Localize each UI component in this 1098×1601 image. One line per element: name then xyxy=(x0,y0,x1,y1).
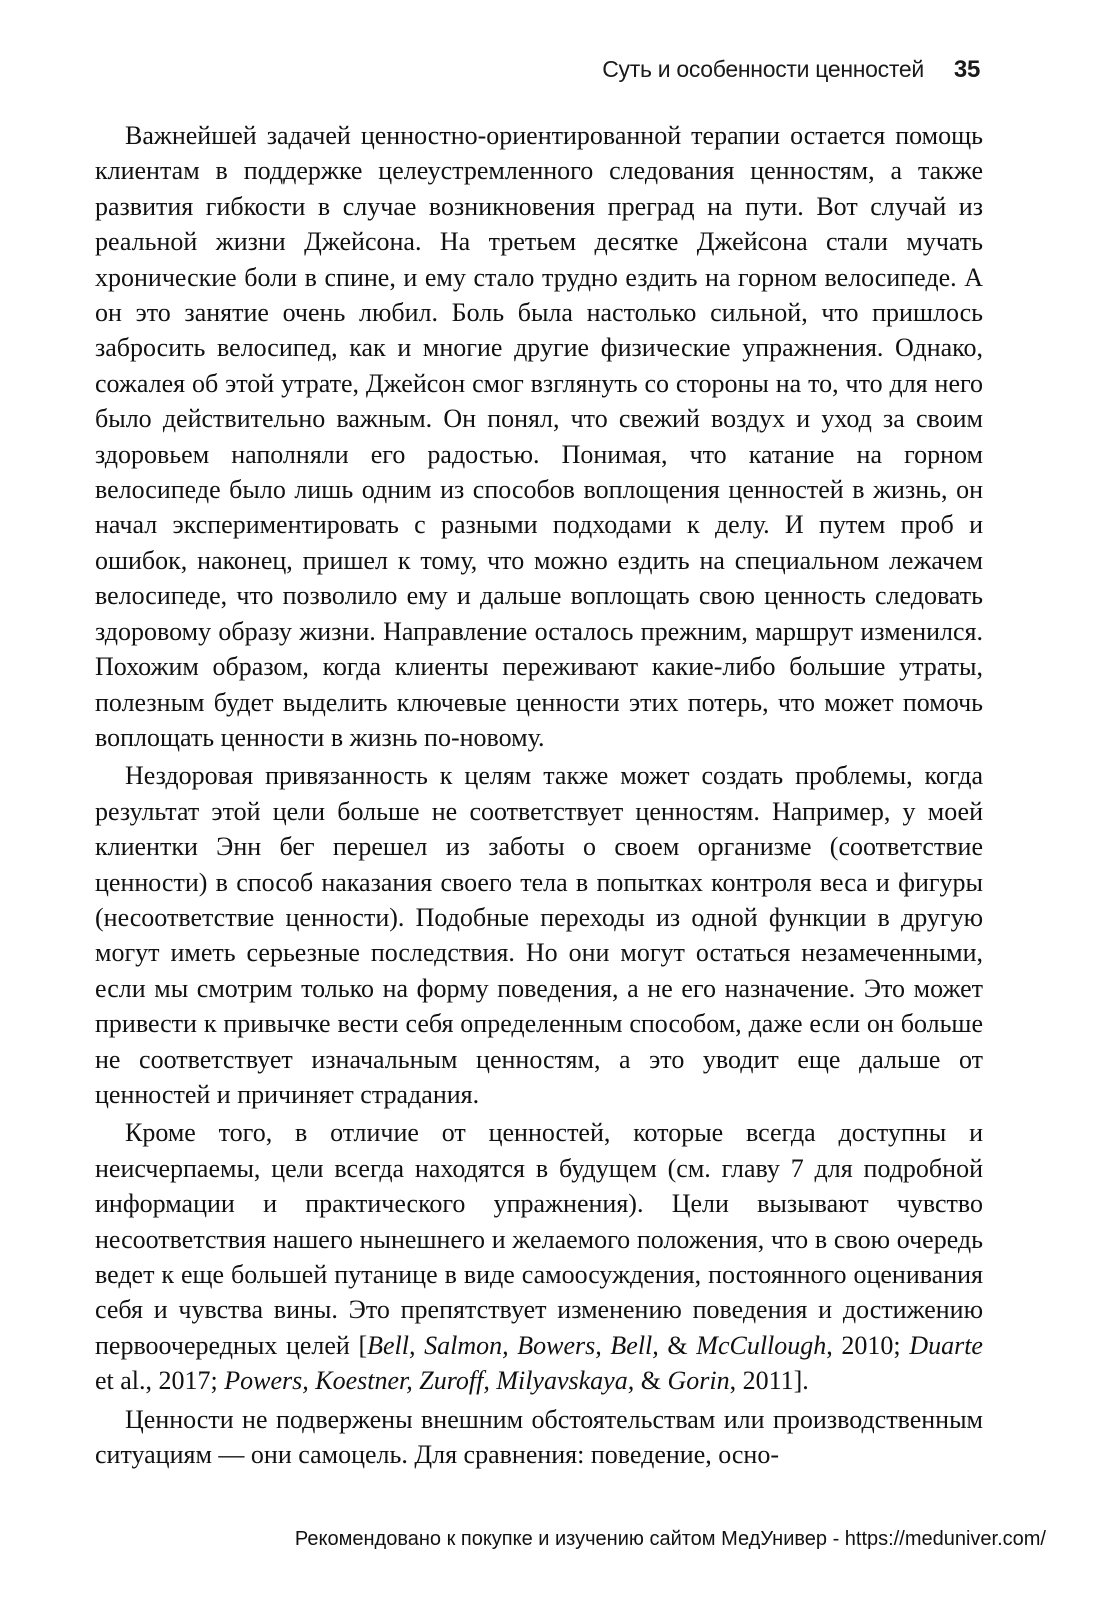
citation-year: , 2010; xyxy=(826,1330,910,1360)
paragraph-3 xyxy=(95,1115,983,1398)
citation-authors: Powers, Koestner, Zuroff, Milyavskaya, xyxy=(224,1366,635,1396)
citation-ampersand: & xyxy=(634,1366,668,1396)
body-text xyxy=(95,118,983,1472)
footer-recommendation: Рекомендовано к покупке и изучению сайтом МедУнивер - https://meduniver.com/ xyxy=(294,1528,1046,1550)
citation-year: , 2011]. xyxy=(729,1366,809,1396)
citation-author: Gorin xyxy=(667,1366,730,1396)
citation-etal: et al., 2017; xyxy=(95,1366,225,1396)
paragraph-1: Важнейшей задачей ценностно-ориентированной терапии остается помощь клиентам в поддержке целеустремленного следования ценностям, а также развития гибкости в случае возникновения преград на пути. Вот случай из реальной жизни Джейсона. На третьем десятке Джейсона стали мучать хронические боли в спине, и ему стало трудно ездить на горном велосипеде. А он это занятие очень любил. Боль была настолько сильной, что пришлось забросить велосипед, как и многие другие физические упражнения. Однако, сожалея об этой утрате, Джейсон смог взглянуть со стороны на то, что для него было действительно важным. Он понял, что свежий воздух и уход за своим здоровьем наполняли его радостью. Понимая, что катание на горном велосипеде было лишь одним из способов воплощения ценностей в жизнь, он начал экспериментировать с разными подходами к делу. И путем проб и ошибок, наконец, пришел к тому, что можно ездить на специальном лежачем велосипеде, что позволило ему и дальше воплощать свою ценность следовать здоровому образу жизни. Направление осталось прежним, маршрут изменился. Похожим образом, когда клиенты переживают какие-либо большие утраты, полезным будет выделить ключевые ценности этих потерь, что может помочь воплощать ценности в жизнь по-новому. xyxy=(95,121,983,752)
running-title: Суть и особенности ценностей xyxy=(602,56,924,82)
citation-author: Duarte xyxy=(909,1330,983,1360)
citation-author: McCullough xyxy=(696,1330,827,1360)
paragraph-2: Нездоровая привязанность к целям также может создать проблемы, когда результат этой цели больше не соответствует ценностям. Например, у моей клиентки Энн бег перешел из заботы о своем организме (соответствие ценности) в способ наказания своего тела в попытках контроля веса и фигуры (несоответствие ценности). Подобные переходы из одной функции в другую могут иметь серьезные последствия. Но они могут остаться незамеченными, если мы смотрим только на форму поведения, а не его назначение. Это может привести к привычке вести себя определенным способом, даже если он больше не соответствует изначальным ценностям, а это уводит еще дальше от ценностей и причиняет страдания. xyxy=(95,761,983,1109)
citation-ampersand: & xyxy=(658,1330,697,1360)
paragraph-3-text: Кроме того, в отличие от ценностей, которые всегда доступны и неисчерпаемы, цели всегда находятся в будущем (см. главу 7 для подробной информации и практического упражнения). Цели вызывают чувство несоответствия нашего нынешнего и желаемого положения, что в свою очередь ведет к еще большей путанице в виде самоосуждения, постоянного оценивания себя и чувства вины. Это препятствует изменению поведения и достижению первоочередных целей [ xyxy=(95,1118,983,1360)
paragraph-4: Ценности не подвержены внешним обстоятельствам или производственным ситуациям — они самоцель. Для сравнения: поведение, осно- xyxy=(95,1404,983,1470)
page-number: 35 xyxy=(953,56,980,83)
running-head xyxy=(602,56,980,84)
citation-authors: Bell, Salmon, Bowers, Bell, xyxy=(367,1330,659,1360)
